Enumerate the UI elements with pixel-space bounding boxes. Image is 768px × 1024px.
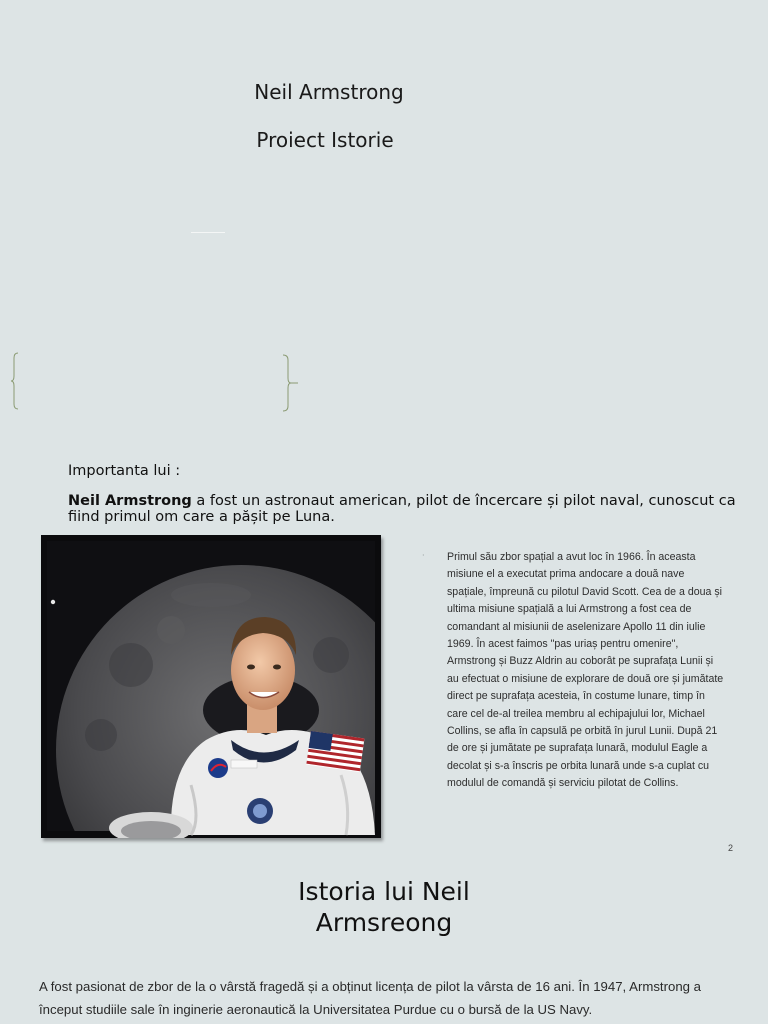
intro-paragraph [68, 493, 738, 525]
right-bracket-shape [281, 354, 299, 412]
divider [191, 232, 225, 233]
page-number: 2 [728, 843, 734, 853]
intro-name: Neil Armstrong [68, 493, 192, 509]
cover-subtitle: Proiect Istorie [256, 128, 394, 152]
bullet-marker: · [422, 551, 425, 560]
cover-title: Neil Armstrong [254, 80, 404, 104]
section-title-text: Istoria lui Neil Armsreong [298, 877, 470, 937]
section-title [284, 876, 484, 938]
history-paragraph: A fost pasionat de zbor de la o vârstă fragedă și a obținut licența de pilot la vârsta de 16 ani. În 1947, Armstrong a început studiile sale în inginerie aeronautică la Universitatea Purdue cu o bursă de la US Navy. [39, 979, 701, 1017]
intro-text: a fost un astronaut american, pilot de încercare și pilot naval, cunoscut ca fiind primul om care a pășit pe Luna. [68, 493, 736, 525]
astronaut-portrait-photo [41, 535, 381, 838]
importance-heading: Importanta lui : [68, 463, 181, 479]
astronaut-portrait-image [41, 535, 381, 838]
left-bracket-shape [10, 352, 20, 410]
missions-paragraph: Primul său zbor spațial a avut loc în 1966. În aceasta misiune el a executat prima andocare a două nave spațiale, împreună cu pilotul David Scott. Cea de a doua și ultima misiune spațială a lui Armstrong a fost cea de comandant al misiunii de aselenizare Apollo 11 din iulie 1969. În acest faimos "pas uriaș pentru omenire", Armstrong și Buzz Aldrin au coborât pe suprafața Lunii și au efectuat o misiune de explorare de două ore și jumătate direct pe suprafața acesteia, în costume lunare, timp în care cel de-al treilea membru al echipajului lor, Michael Collins, se afla în capsulă pe orbită în jurul Lunii. După 21 de ore și jumătate pe suprafața lunară, modulul Eagle a decolat și s-a înscris pe orbita lunară unde s-a cuplat cu modulul de comandă și serviciu pilotat de Collins. [447, 551, 724, 790]
